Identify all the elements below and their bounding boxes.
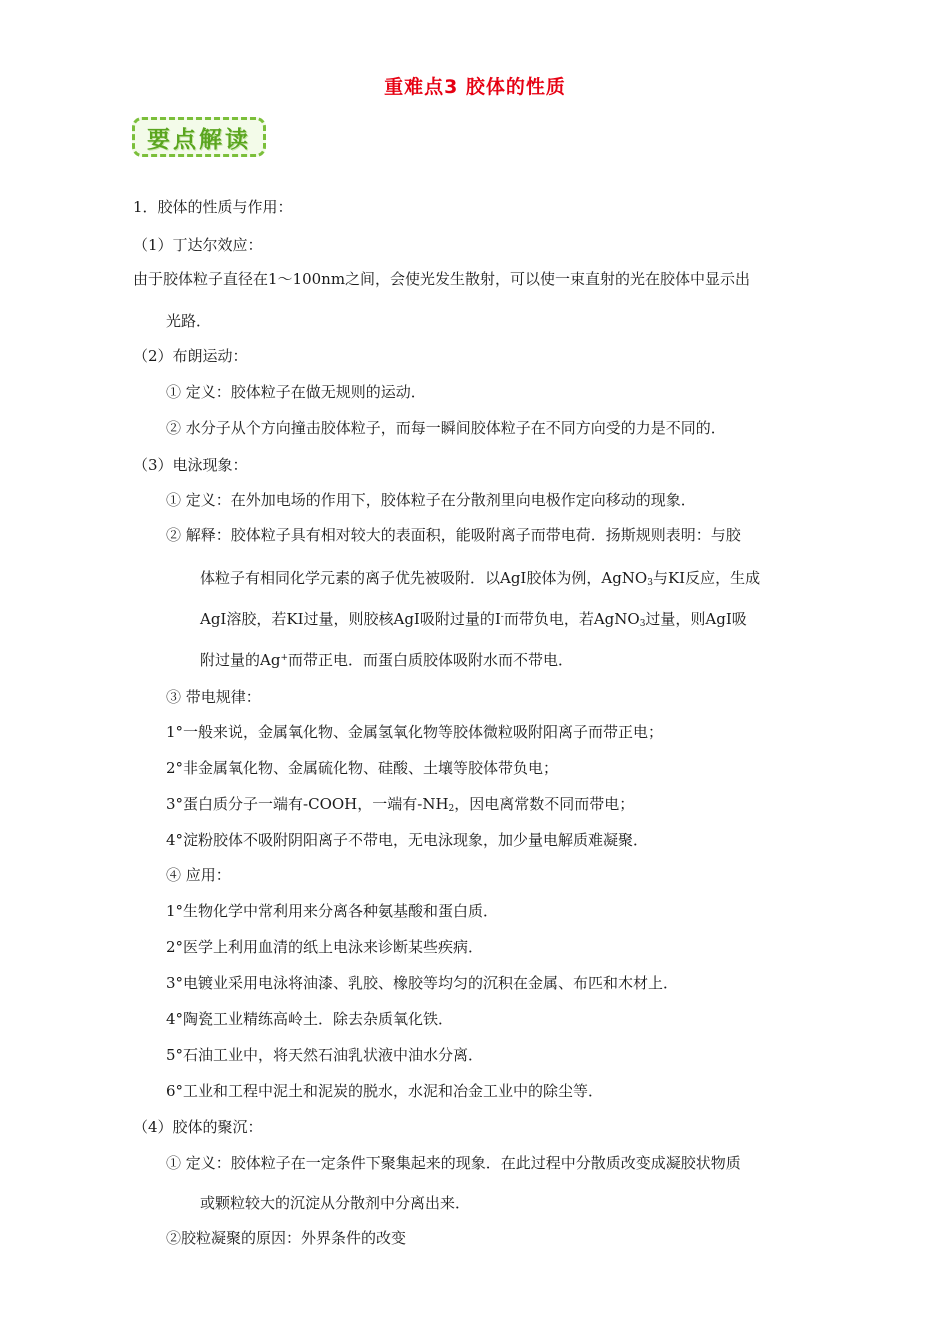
list-item <box>166 794 634 814</box>
paragraph-line: 或颗粒较大的沉淀从分散剂中分离出来． <box>200 1194 471 1212</box>
list-item: 3°电镀业采用电泳将油漆、乳胶、橡胶等均匀的沉积在金属、布匹和木材上． <box>166 974 679 992</box>
paragraph-line <box>200 568 760 588</box>
paragraph-line: ① 定义：胶体粒子在做无规则的运动． <box>166 383 426 401</box>
paragraph-line <box>200 609 747 629</box>
paragraph-line <box>200 650 573 670</box>
text-run: 而带负电，若AgNO <box>503 610 640 628</box>
page-title: 重难点3 胶体的性质 <box>384 76 566 98</box>
heading-colloid-properties: 1．胶体的性质与作用： <box>133 198 293 216</box>
list-item: 2°非金属氧化物、金属硫化物、硅酸、土壤等胶体带负电； <box>166 759 559 777</box>
text-run: AgI溶胶，若KI过量，则胶核AgI吸附过量的I <box>200 610 501 628</box>
subscript: 2 <box>448 804 455 814</box>
paragraph-line: 由于胶体粒子直径在1～100nm之间，会使光发生散射，可以使一束直射的光在胶体中显示出 <box>133 270 751 288</box>
text-run: ，因电离常数不同而带电； <box>454 795 635 813</box>
subheading-tyndall: （1）丁达尔效应： <box>133 236 263 254</box>
list-item: 1°一般来说，金属氧化物、金属氢氧化物等胶体微粒吸附阳离子而带正电； <box>166 723 664 741</box>
list-item: 6°工业和工程中泥土和泥炭的脱水，水泥和冶金工业中的除尘等． <box>166 1082 604 1100</box>
superscript: - <box>500 612 504 622</box>
subheading-electrophoresis: （3）电泳现象： <box>133 456 248 474</box>
text-run: 而带正电．而蛋白质胶体吸附水而不带电． <box>287 651 573 669</box>
subheading-charge-rules: ③ 带电规律： <box>166 688 261 706</box>
text-run: 过量，则AgI吸 <box>645 610 747 628</box>
list-item: 2°医学上利用血清的纸上电泳来诊断某些疾病． <box>166 938 484 956</box>
subscript: 3 <box>647 578 653 588</box>
subheading-applications: ④ 应用： <box>166 866 231 884</box>
text-run: 体粒子有相同化学元素的离子优先被吸附．以AgI胶体为例，AgNO <box>200 569 648 587</box>
section-badge <box>132 117 266 157</box>
text-run: 附过量的Ag <box>200 651 281 669</box>
paragraph-line: ②胶粒凝聚的原因：外界条件的改变 <box>166 1229 407 1247</box>
subscript: 3 <box>639 619 646 629</box>
list-item: 5°石油工业中，将天然石油乳状液中油水分离． <box>166 1046 484 1064</box>
section-badge-label: 要点解读 <box>147 126 251 153</box>
subheading-coagulation: （4）胶体的聚沉： <box>133 1118 263 1136</box>
superscript: + <box>280 653 288 663</box>
paragraph-line: ② 解释：胶体粒子具有相对较大的表面积，能吸附离子而带电荷．扬斯规则表明：与胶 <box>166 526 741 544</box>
paragraph-line: ① 定义：胶体粒子在一定条件下聚集起来的现象．在此过程中分散质改变成凝胶状物质 <box>166 1154 741 1172</box>
paragraph-line: 光路． <box>166 312 212 330</box>
list-item: 4°陶瓷工业精练高岭土．除去杂质氧化铁． <box>166 1010 454 1028</box>
list-item: 4°淀粉胶体不吸附阴阳离子不带电，无电泳现象，加少量电解质难凝聚． <box>166 831 649 849</box>
text-run: 3°蛋白质分子一端有-COOH，一端有-NH <box>166 795 449 813</box>
text-run: 与KI反应，生成 <box>652 569 761 587</box>
paragraph-line: ① 定义：在外加电场的作用下，胶体粒子在分散剂里向电极作定向移动的现象． <box>166 491 696 509</box>
list-item: 1°生物化学中常利用来分离各种氨基酸和蛋白质． <box>166 902 499 920</box>
subheading-brownian: （2）布朗运动： <box>133 347 248 365</box>
paragraph-line: ② 水分子从个方向撞击胶体粒子，而每一瞬间胶体粒子在不同方向受的力是不同的． <box>166 419 726 437</box>
